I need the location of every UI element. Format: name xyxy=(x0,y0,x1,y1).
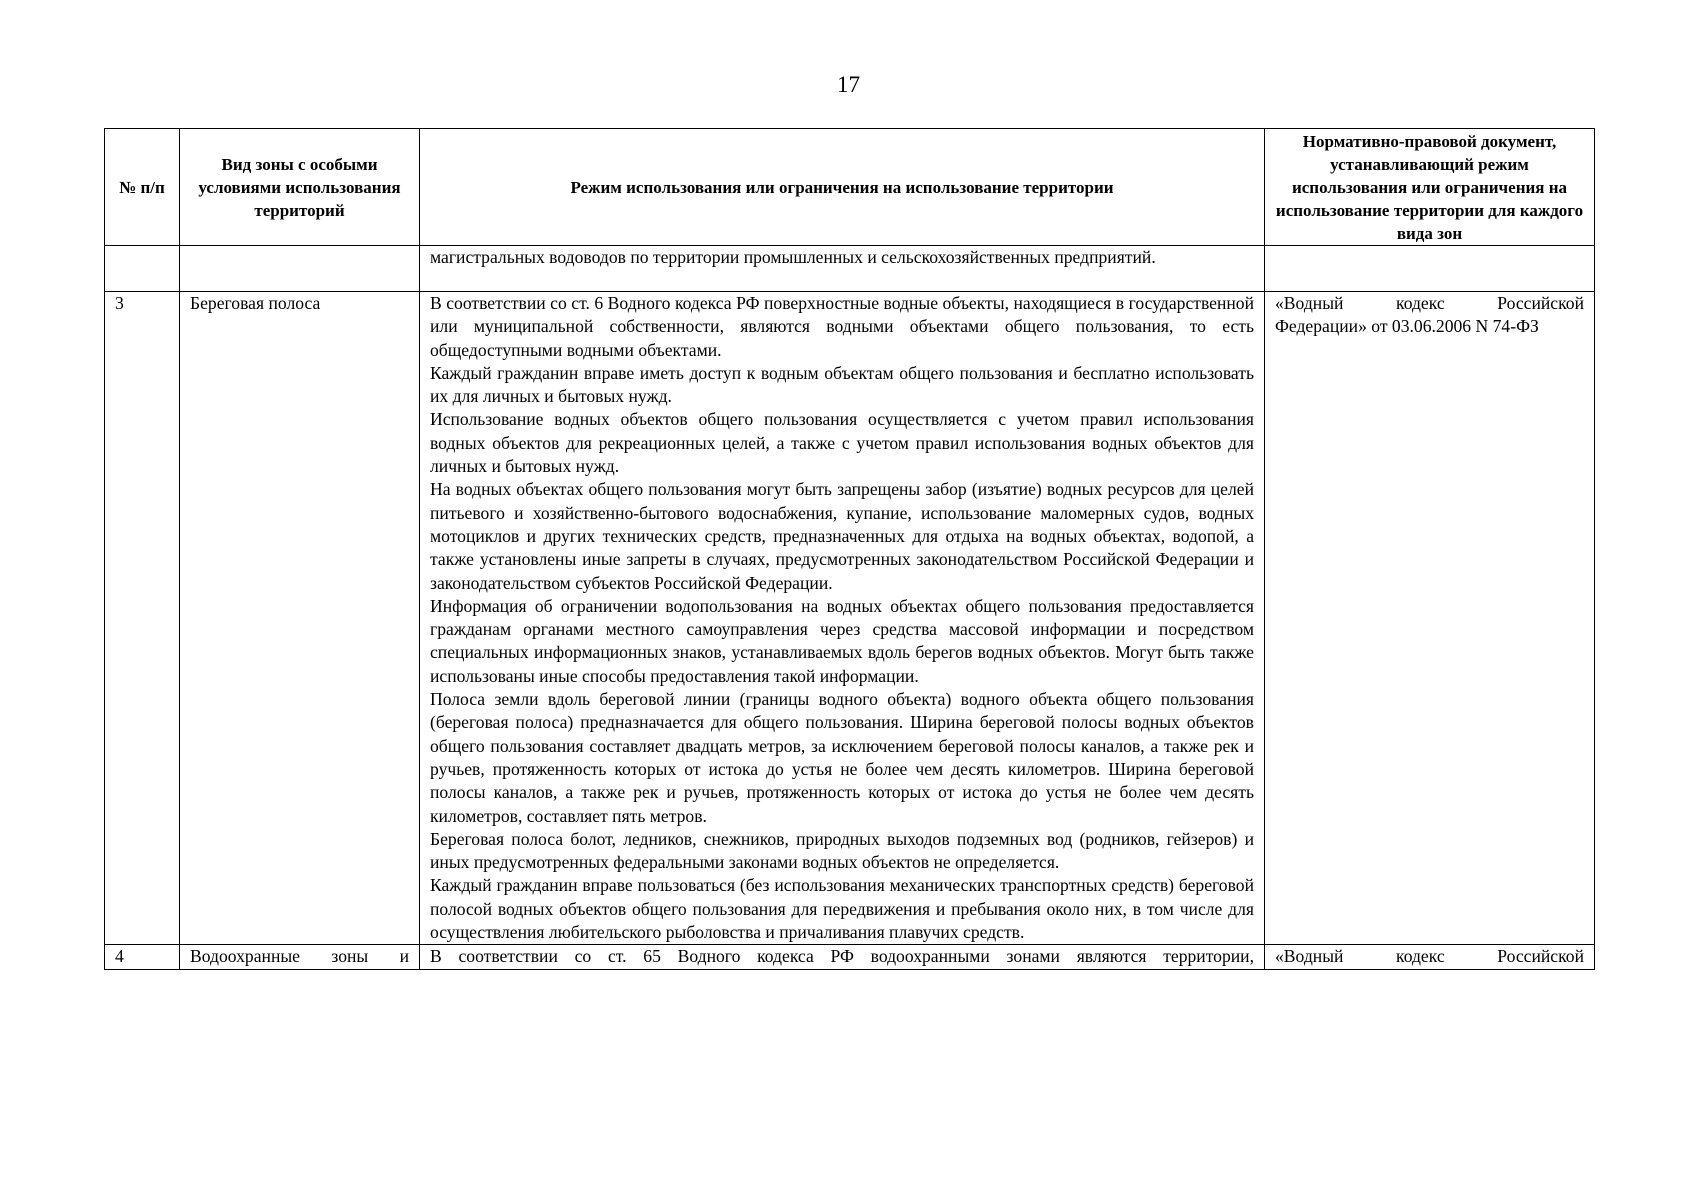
cell-zone-type xyxy=(180,246,420,292)
cell-regime: магистральных водоводов по территории промышленных и сельскохозяйственных предприятий. xyxy=(420,246,1265,292)
header-regime: Режим использования или ограничения на использование территории xyxy=(420,129,1265,246)
cell-zone-type: Водоохранные зоны и xyxy=(180,945,420,969)
regime-paragraph: В соответствии со ст. 6 Водного кодекса РФ поверхностные водные объекты, находящиеся в государственной или муниципальной собственности, являются водными объектами общего пользования, то есть общедоступными водными объектами. xyxy=(430,293,1254,360)
cell-num xyxy=(105,246,180,292)
table-row-3 xyxy=(105,292,1595,945)
cell-regime: В соответствии со ст. 65 Водного кодекса РФ водоохранными зонами являются территории, xyxy=(420,945,1265,969)
cell-document xyxy=(1265,246,1595,292)
header-num: № п/п xyxy=(105,129,180,246)
table-header-row xyxy=(105,129,1595,246)
regime-paragraph: Информация об ограничении водопользования на водных объектах общего пользования предоставляется гражданам органами местного самоуправления через средства массовой информации и посредством специальных информационных знаков, устанавливаемых вдоль берегов водных объектов. Могут быть также использованы иные способы предоставления такой информации. xyxy=(430,595,1254,686)
header-document: Нормативно-правовой документ, устанавливающий режим использования или ограничения на использование территории для каждого вида зон xyxy=(1265,129,1595,246)
cell-document xyxy=(1265,292,1595,945)
cell-regime xyxy=(420,292,1265,945)
cell-document: «Водный кодекс Российской xyxy=(1265,945,1595,969)
cell-num: 3 xyxy=(105,292,180,945)
regime-paragraph: Каждый гражданин вправе пользоваться (без использования механических транспортных средств) береговой полосой водных объектов общего пользования для передвижения и пребывания около них, в том числе для осуществления любительского рыболовства и причаливания плавучих средств. xyxy=(430,875,1254,943)
regime-paragraph: Каждый гражданин вправе иметь доступ к водным объектам общего пользования и бесплатно использовать их для личных и бытовых нужд. xyxy=(430,362,1254,407)
regime-paragraph: Использование водных объектов общего пользования осуществляется с учетом правил использования водных объектов для рекреационных целей, а также с учетом правил использования водных объектов для личных и бытовых нужд. xyxy=(430,409,1254,477)
page-number: 17 xyxy=(837,72,860,97)
document-line: Федерации» от 03.06.2006 N 74-ФЗ xyxy=(1275,316,1539,337)
table-row-continuation xyxy=(105,246,1595,292)
header-zone-type: Вид зоны с особыми условиями использования территорий xyxy=(180,129,420,246)
cell-num: 4 xyxy=(105,945,180,969)
regime-paragraph: На водных объектах общего пользования могут быть запрещены забор (изъятие) водных ресурсов для целей питьевого и хозяйственно-бытового водоснабжения, купание, использование маломерных судов, водных мотоциклов и других технических средств, предназначенных для отдыха на водных объектах, водопой, а также установлены иные запреты в случаях, предусмотренных законодательством Российской Федерации и законодательством субъектов Российской Федерации. xyxy=(430,479,1254,593)
regime-paragraph: Береговая полоса болот, ледников, снежников, природных выходов подземных вод (родников, гейзеров) и иных предусмотренных федеральными законами водных объектов не определяется. xyxy=(430,828,1254,873)
zones-table xyxy=(104,128,1595,970)
regime-paragraph: Полоса земли вдоль береговой линии (границы водного объекта) водного объекта общего пользования (береговая полоса) предназначается для общего пользования. Ширина береговой полосы водных объектов общего пользования составляет двадцать метров, за исключением береговой полосы каналов, а также рек и ручьев, протяженность которых от истока до устья не более чем десять километров. Ширина береговой полосы каналов, а также рек и ручьев, протяженность которых от истока до устья не более чем десять километров, составляет пять метров. xyxy=(430,689,1254,826)
cell-zone-type: Береговая полоса xyxy=(180,292,420,945)
table-row-4 xyxy=(105,945,1595,969)
document-line: «Водный кодекс Российской xyxy=(1275,293,1584,313)
